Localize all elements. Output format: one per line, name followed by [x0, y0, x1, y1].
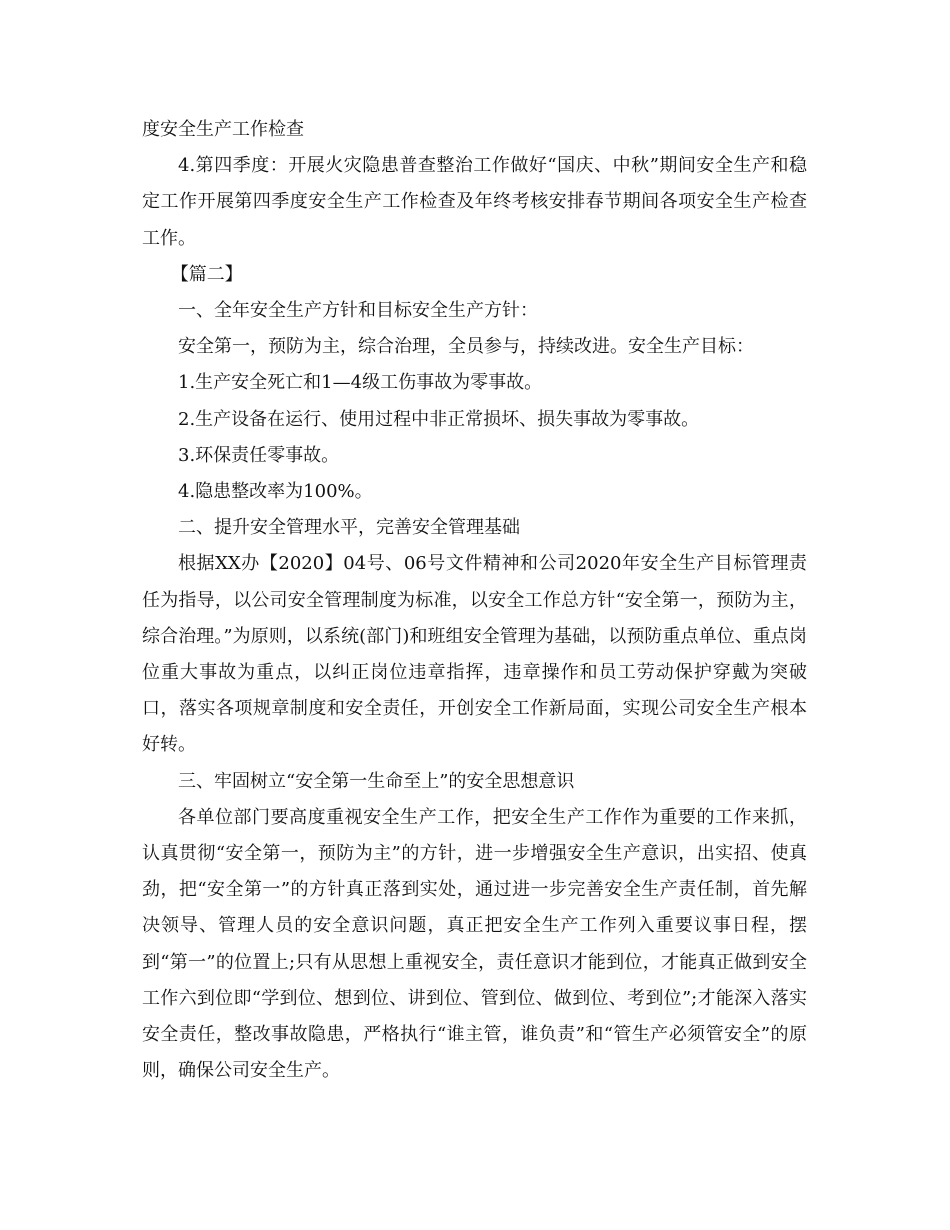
paragraph-continuation: 度安全生产工作检查 — [142, 119, 304, 140]
paragraph-management-basis: 根据XX办【2020】04号、06号文件精神和公司2020年安全生产目标管理责任为指导，以公司安全管理制度为标准，以安全工作总方针“安全第一，预防为主，综合治理。”为原则，以系统(部门)和班组安全管理为基础，以预防重点单位、重点岗位重大事故为重点，以纠正岗位违章指挥，违章操作和员工劳动保护穿戴为突破口，落实各项规章制度和安全责任，开创安全工作新局面，实现公司安全生产根本好转。 — [142, 553, 807, 756]
heading-section-1: 一、全年安全生产方针和目标安全生产方针： — [178, 300, 538, 322]
list-item-goal-4: 4.隐患整改率为100%。 — [178, 481, 373, 503]
paragraph-safety-awareness: 各单位部门要高度重视安全生产工作，把安全生产工作作为重要的工作来抓，认真贯彻“安全第一，预防为主”的方针，进一步增强安全生产意识，出实招、使真劲，把“安全第一”的方针真正落到实处，通过进一步完善安全生产责任制，首先解决领导、管理人员的安全意识问题，真正把安全生产工作列入重要议事日程，摆到“第一”的位置上;只有从思想上重视安全，责任意识才能到位，才能真正做到安全工作六到位即“学到位、想到位、讲到位、管到位、做到位、考到位”;才能深入落实安全责任，整改事故隐患，严格执行“谁主管，谁负责”和“管生产必须管安全”的原则，确保公司安全生产。 — [142, 806, 807, 1082]
list-item-goal-3: 3.环保责任零事故。 — [178, 444, 340, 466]
paragraph-q4-plan: 4.第四季度：开展火灾隐患普查整治工作做好“国庆、中秋”期间安全生产和稳定工作开展第四季度安全生产工作检查及年终考核安排春节期间各项安全生产检查工作。 — [142, 155, 807, 249]
list-item-goal-2: 2.生产设备在运行、使用过程中非正常损坏、损失事故为零事故。 — [178, 408, 700, 430]
paragraph-policy: 安全第一，预防为主，综合治理，全员参与，持续改进。安全生产目标： — [178, 336, 754, 358]
list-item-goal-1: 1.生产安全死亡和1—4级工伤事故为零事故。 — [178, 372, 543, 394]
section-marker-part-two: 【篇二】 — [170, 263, 243, 285]
heading-section-2: 二、提升安全管理水平，完善安全管理基础 — [178, 517, 520, 539]
document-page — [142, 112, 807, 1089]
heading-section-3: 三、牢固树立“安全第一生命至上”的安全思想意识 — [178, 770, 575, 792]
